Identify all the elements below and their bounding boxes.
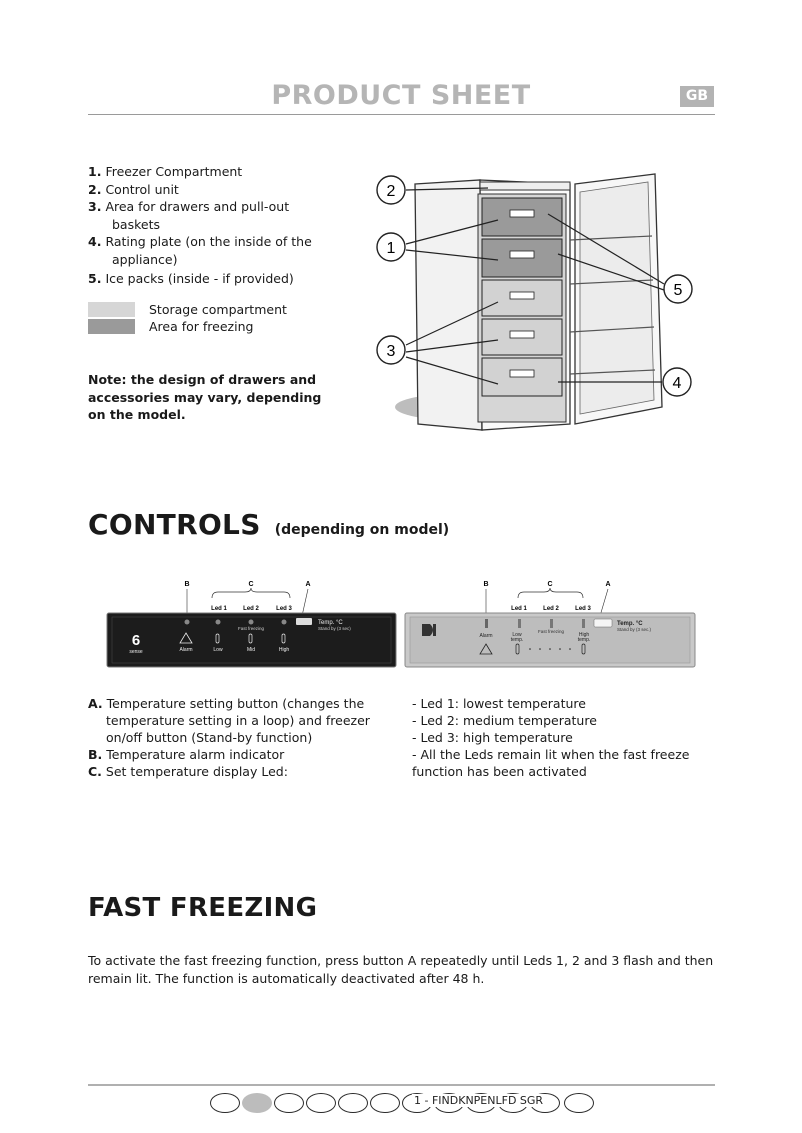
panel-right-led1-label: Led 1 xyxy=(511,606,527,612)
panel-left-brand-sense: sense xyxy=(129,649,143,655)
control-strip xyxy=(480,182,570,190)
page-title: PRODUCT SHEET xyxy=(271,80,531,111)
callout-3 xyxy=(377,336,405,364)
parts-item-1: 1. Freezer Compartment xyxy=(88,164,243,179)
panel-left-letter-a: A xyxy=(305,581,311,588)
panel-left-fast-freezing: Fast freezing xyxy=(238,626,265,631)
panel-left-brand-6: 6 xyxy=(131,632,141,649)
panel-right-letter-b: B xyxy=(483,581,489,588)
fast-freezing-heading: FAST FREEZING xyxy=(88,893,318,923)
desc-all-leds: - All the Leds remain lit when the fast freeze xyxy=(412,747,690,762)
design-note: Note: the design of drawers and accessories may vary, depending on the model. xyxy=(88,372,322,422)
panel-left-led3-label: Led 3 xyxy=(276,606,292,612)
footer-ovals xyxy=(210,1093,610,1115)
panel-right-label-high: High xyxy=(578,632,590,638)
fast-freezing-text: To activate the fast freezing function, press button A repeatedly until Leds 1, 2 and 3 flash and then remain lit. The function is automatically deactivated after 48 h. xyxy=(88,953,714,986)
controls-description-left xyxy=(88,695,388,780)
drawer-2 xyxy=(482,239,562,277)
panel-left-label-low: Low xyxy=(213,647,223,653)
parts-item-3: 3. Area for drawers and pull-out baskets xyxy=(88,199,290,232)
panel-left-label-high: High xyxy=(278,647,290,653)
panel-right-letter-a: A xyxy=(605,581,611,588)
panel-right-letter-c: C xyxy=(547,581,553,588)
panel-left xyxy=(107,581,396,667)
drawer-4 xyxy=(482,319,562,355)
panel-right xyxy=(405,581,695,667)
cabinet-side xyxy=(415,180,482,430)
panel-right-led2-label: Led 2 xyxy=(543,606,559,612)
panel-left-temp: Temp. °C xyxy=(318,620,343,626)
panel-left-standby: Stand by (3 sec) xyxy=(318,626,351,631)
desc-c: C. Set temperature display Led: xyxy=(88,764,288,779)
controls-subheading: (depending on model) xyxy=(274,522,450,538)
desc-a: A. Temperature setting button (changes the temperature setting in a loop) and freezer on/off button (Stand-by function) xyxy=(88,696,370,745)
desc-fast-freeze: function has been activated xyxy=(412,764,587,779)
desc-led-3: - Led 3: high temperature xyxy=(412,730,573,745)
svg-text:4: 4 xyxy=(672,375,682,392)
panel-right-led3-label: Led 3 xyxy=(575,606,591,612)
parts-list xyxy=(88,163,348,288)
drawer-5 xyxy=(482,358,562,396)
parts-item-2: 2. Control unit xyxy=(88,181,179,197)
panel-right-label-high-temp: temp. xyxy=(577,637,591,643)
svg-text:1: 1 xyxy=(386,240,396,257)
door-inner xyxy=(580,182,654,414)
parts-item-5: 5. Ice packs (inside - if provided) xyxy=(88,271,294,286)
callout-1 xyxy=(377,233,405,261)
freezing-label: Area for freezing xyxy=(149,319,254,334)
freezer-illustration xyxy=(370,162,705,437)
svg-text:5: 5 xyxy=(673,282,683,299)
panel-left-led2-label: Led 2 xyxy=(243,606,259,612)
panel-right-brand-icon xyxy=(422,624,433,636)
svg-text:2: 2 xyxy=(386,183,396,200)
freezing-swatch xyxy=(88,319,135,334)
panel-right-fast-freezing: Fast freezing xyxy=(538,629,565,634)
panel-right-temp: Temp. °C xyxy=(617,621,643,627)
header-divider xyxy=(88,114,715,115)
panel-right-label-alarm: Alarm xyxy=(479,633,493,639)
controls-heading: CONTROLS (depending on model) xyxy=(88,508,450,541)
storage-label: Storage compartment xyxy=(149,302,287,317)
svg-text:3: 3 xyxy=(386,343,396,360)
desc-b: B. Temperature alarm indicator xyxy=(88,747,285,762)
drawer-3 xyxy=(482,280,562,316)
panel-right-label-low-temp: temp. xyxy=(510,637,524,643)
panel-left-led1-label: Led 1 xyxy=(211,606,227,612)
language-badge: GB xyxy=(680,86,714,107)
panel-right-label-low: Low xyxy=(512,632,522,638)
storage-swatch xyxy=(88,302,135,317)
panel-left-letter-b: B xyxy=(184,581,190,588)
callout-5 xyxy=(664,275,692,303)
callout-4 xyxy=(663,368,691,396)
desc-led-1: - Led 1: lowest temperature xyxy=(412,696,586,711)
callout-2 xyxy=(377,176,405,204)
panel-left-label-alarm: Alarm xyxy=(179,647,193,653)
panel-right-standby: Stand by (3 sec.) xyxy=(617,627,652,632)
desc-led-2: - Led 2: medium temperature xyxy=(412,713,597,728)
drawer-1 xyxy=(482,198,562,236)
footer-code: 1 - FINDKNPENLFD SGR xyxy=(414,1094,544,1107)
controls-description-right xyxy=(412,695,712,780)
footer-divider xyxy=(88,1084,715,1086)
parts-item-4: 4. Rating plate (on the inside of the appliance) xyxy=(88,234,312,267)
panel-left-label-mid: Mid xyxy=(246,647,256,653)
panel-left-letter-c: C xyxy=(248,581,254,588)
control-panels xyxy=(100,578,700,670)
